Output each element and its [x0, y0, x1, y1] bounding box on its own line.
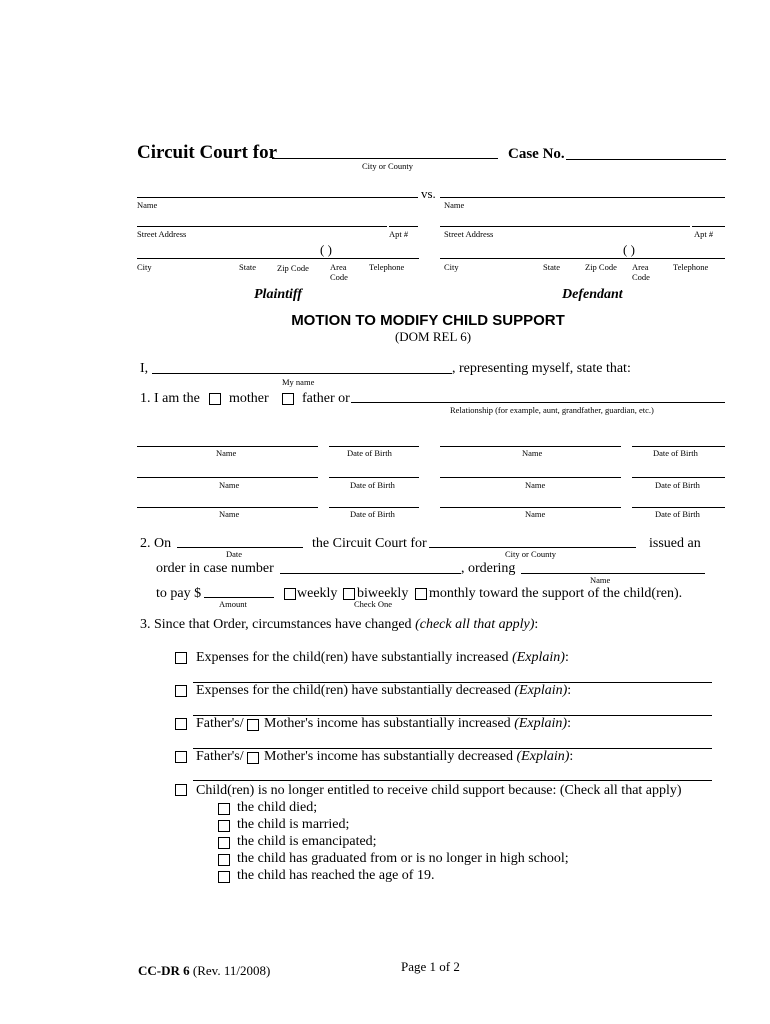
- biweekly-label: biweekly: [357, 586, 409, 601]
- child-name-field[interactable]: [137, 446, 318, 447]
- father-checkbox[interactable]: [282, 393, 294, 405]
- child-emancipated-checkbox[interactable]: [218, 837, 230, 849]
- defendant-name-caption: Name: [444, 200, 465, 210]
- defendant-area-paren: ( ): [623, 242, 635, 257]
- ordering-name-field[interactable]: [521, 573, 705, 574]
- income-increased-label: [264, 716, 571, 732]
- check-one-caption: Check One: [354, 599, 393, 609]
- child-name-caption: Name: [525, 480, 546, 490]
- court-label: Circuit Court for: [137, 142, 278, 163]
- explain-text: (Explain): [516, 749, 570, 764]
- fathers-label: Father's/: [196, 716, 244, 731]
- my-name-caption: My name: [282, 377, 315, 387]
- child-graduated-label: the child has graduated from or is no longer in high school;: [237, 851, 569, 866]
- order-date-field[interactable]: [177, 547, 303, 548]
- child-died-label: the child died;: [237, 800, 318, 815]
- plaintiff-label: Plaintiff: [254, 287, 302, 302]
- court-county-field[interactable]: [272, 158, 498, 159]
- weekly-label: weekly: [297, 586, 338, 601]
- child-married-label: the child is married;: [237, 817, 350, 832]
- expenses-decreased-label: [196, 683, 571, 699]
- child-name-field[interactable]: [440, 507, 621, 508]
- child-dob-caption: Date of Birth: [655, 509, 700, 519]
- defendant-area-caption: Area: [632, 262, 649, 272]
- form-id: CC-DR 6: [138, 963, 190, 978]
- child-dob-caption: Date of Birth: [350, 480, 395, 490]
- child-name-caption: Name: [525, 509, 546, 519]
- plaintiff-area-paren: ( ): [320, 242, 332, 257]
- expenses-decreased-text: Expenses for the child(ren) have substantially decreased: [196, 683, 511, 698]
- motion-code: (DOM REL 6): [394, 329, 472, 344]
- child-name-caption: Name: [219, 480, 240, 490]
- ordering-name-caption: Name: [590, 575, 611, 585]
- form-rev: (Rev. 11/2008): [192, 963, 271, 978]
- defendant-state-caption: State: [543, 262, 560, 272]
- item3-colon: :: [534, 617, 539, 632]
- plaintiff-telephone-caption: Telephone: [369, 262, 405, 272]
- father-or-label: father or: [302, 391, 350, 406]
- plaintiff-apt-caption: Apt #: [389, 229, 409, 239]
- order-county-field[interactable]: [429, 547, 636, 548]
- child-name-field[interactable]: [440, 477, 621, 478]
- child-dob-caption: Date of Birth: [653, 448, 698, 458]
- plaintiff-area-caption: Area: [330, 262, 347, 272]
- expenses-decreased-checkbox[interactable]: [175, 685, 187, 697]
- defendant-name-field[interactable]: [440, 197, 725, 198]
- expenses-increased-label: [196, 650, 569, 666]
- child-married-checkbox[interactable]: [218, 820, 230, 832]
- plaintiff-name-field[interactable]: [137, 197, 418, 198]
- order-case-field[interactable]: [280, 573, 461, 574]
- plaintiff-state-caption: State: [239, 262, 256, 272]
- ordering-label: , ordering: [461, 561, 516, 576]
- child-dob-caption: Date of Birth: [350, 509, 395, 519]
- explain-text: (Explain): [514, 683, 568, 698]
- amount-field[interactable]: [204, 597, 274, 598]
- amount-caption: Amount: [219, 599, 247, 609]
- child-dob-field[interactable]: [632, 477, 725, 478]
- page-number: Page 1 of 2: [401, 959, 460, 974]
- child-dob-field[interactable]: [632, 507, 725, 508]
- explain-colon: :: [567, 716, 571, 731]
- city-county-caption: City or County: [362, 161, 414, 171]
- item3-lead-text: 3. Since that Order, circumstances have changed: [140, 617, 412, 632]
- defendant-street-field[interactable]: [440, 226, 690, 227]
- defendant-city-caption: City: [444, 262, 459, 272]
- fathers-label: Father's/: [196, 749, 244, 764]
- form-footer: [138, 963, 270, 979]
- explain-colon: :: [564, 650, 569, 665]
- item2-on: 2. On: [140, 536, 172, 551]
- child-emancipated-label: the child is emancipated;: [237, 834, 377, 849]
- child-age-19-label: the child has reached the age of 19.: [237, 868, 435, 883]
- child-name-caption: Name: [216, 448, 237, 458]
- defendant-apt-field[interactable]: [692, 226, 725, 227]
- order-date-caption: Date: [226, 549, 243, 559]
- income-decreased-explain-field[interactable]: [193, 780, 712, 781]
- child-name-caption: Name: [522, 448, 543, 458]
- mother-income-decreased-checkbox[interactable]: [247, 752, 259, 764]
- case-no-field[interactable]: [566, 159, 726, 160]
- check-all-text: (check all that apply): [415, 617, 535, 632]
- plaintiff-street-field[interactable]: [137, 226, 387, 227]
- plaintiff-apt-field[interactable]: [389, 226, 418, 227]
- item2-issued: issued an: [649, 536, 701, 551]
- income-decreased-label: [264, 749, 573, 765]
- vs-label: vs.: [421, 186, 436, 201]
- defendant-apt-caption: Apt #: [694, 229, 714, 239]
- plaintiff-city-line[interactable]: [137, 258, 419, 259]
- monthly-label: monthly toward the support of the child(ren).: [429, 586, 683, 601]
- item2-circuit: the Circuit Court for: [312, 536, 427, 551]
- my-name-field[interactable]: [152, 373, 452, 374]
- child-dob-field[interactable]: [329, 446, 419, 447]
- defendant-zip-caption: Zip Code: [585, 262, 617, 272]
- child-dob-field[interactable]: [329, 507, 419, 508]
- plaintiff-street-caption: Street Address: [137, 229, 187, 239]
- expenses-increased-text: Expenses for the child(ren) have substantially increased: [196, 650, 509, 665]
- monthly-checkbox[interactable]: [415, 588, 427, 600]
- mother-checkbox[interactable]: [209, 393, 221, 405]
- defendant-code-caption: Code: [632, 272, 650, 282]
- explain-colon: :: [567, 683, 572, 698]
- mother-income-increased-checkbox[interactable]: [247, 719, 259, 731]
- child-dob-field[interactable]: [632, 446, 725, 447]
- to-pay-label: to pay $: [156, 586, 202, 601]
- child-dob-caption: Date of Birth: [655, 480, 700, 490]
- expenses-increased-checkbox[interactable]: [175, 652, 187, 664]
- defendant-city-line[interactable]: [440, 258, 725, 259]
- plaintiff-name-caption: Name: [137, 200, 158, 210]
- child-name-caption: Name: [219, 509, 240, 519]
- case-no-label: Case No.: [508, 146, 565, 162]
- child-name-field[interactable]: [137, 477, 318, 478]
- intro-representing: , representing myself, state that:: [452, 361, 631, 376]
- plaintiff-code-caption: Code: [330, 272, 348, 282]
- explain-text: (Explain): [514, 716, 568, 731]
- explain-text: (Explain): [512, 650, 565, 665]
- child-name-field[interactable]: [440, 446, 621, 447]
- income-increased-text: Mother's income has substantially increased: [264, 716, 511, 731]
- weekly-checkbox[interactable]: [284, 588, 296, 600]
- child-age-19-checkbox[interactable]: [218, 871, 230, 883]
- order-county-caption: City or County: [505, 549, 557, 559]
- relationship-caption: Relationship (for example, aunt, grandfather, guardian, etc.): [450, 405, 654, 415]
- income-decreased-text: Mother's income has substantially decreased: [264, 749, 514, 764]
- child-dob-caption: Date of Birth: [347, 448, 392, 458]
- plaintiff-zip-caption: Zip Code: [277, 263, 309, 273]
- relationship-field[interactable]: [351, 402, 725, 403]
- intro-i: I,: [140, 361, 149, 376]
- explain-colon: :: [569, 749, 574, 764]
- plaintiff-city-caption: City: [137, 262, 152, 272]
- father-income-decreased-checkbox[interactable]: [175, 751, 187, 763]
- motion-title: MOTION TO MODIFY CHILD SUPPORT: [291, 312, 565, 329]
- item1-lead: 1. I am the: [140, 391, 200, 406]
- order-case-label: order in case number: [156, 561, 274, 576]
- defendant-label: Defendant: [562, 287, 623, 302]
- mother-label: mother: [229, 391, 269, 406]
- child-dob-field[interactable]: [329, 477, 419, 478]
- child-graduated-checkbox[interactable]: [218, 854, 230, 866]
- child-died-checkbox[interactable]: [218, 803, 230, 815]
- item3-lead: [140, 617, 538, 633]
- defendant-street-caption: Street Address: [444, 229, 494, 239]
- no-longer-entitled-label: Child(ren) is no longer entitled to receive child support because: (Check all that apply): [196, 783, 682, 798]
- no-longer-entitled-checkbox[interactable]: [175, 784, 187, 796]
- defendant-telephone-caption: Telephone: [673, 262, 709, 272]
- child-name-field[interactable]: [137, 507, 318, 508]
- father-income-increased-checkbox[interactable]: [175, 718, 187, 730]
